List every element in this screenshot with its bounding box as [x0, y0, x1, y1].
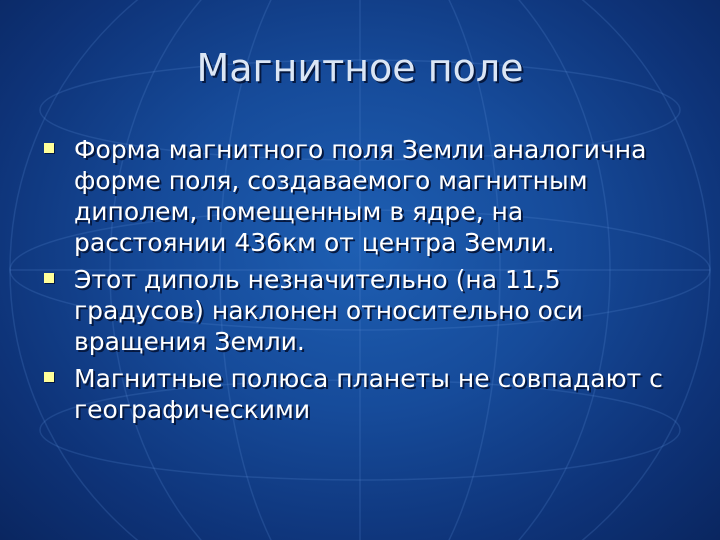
square-bullet-icon	[44, 143, 54, 153]
bullet-item	[44, 134, 664, 258]
bullet-text: Этот диполь незначительно (на 11,5 градусов) наклонен относительно оси вращения Земли.	[74, 265, 583, 356]
bullet-text: Форма магнитного поля Земли аналогична форме поля, создаваемого магнитным диполем, помещенным в ядре, на расстоянии 436км от центра Земли.	[74, 135, 647, 257]
square-bullet-icon	[44, 273, 54, 283]
bullet-item	[44, 363, 664, 425]
bullet-item	[44, 264, 664, 357]
bullet-text: Магнитные полюса планеты не совпадают с географическими	[74, 364, 663, 424]
slide-title: Магнитное поле	[196, 46, 524, 90]
bullet-list	[44, 134, 664, 431]
square-bullet-icon	[44, 372, 54, 382]
